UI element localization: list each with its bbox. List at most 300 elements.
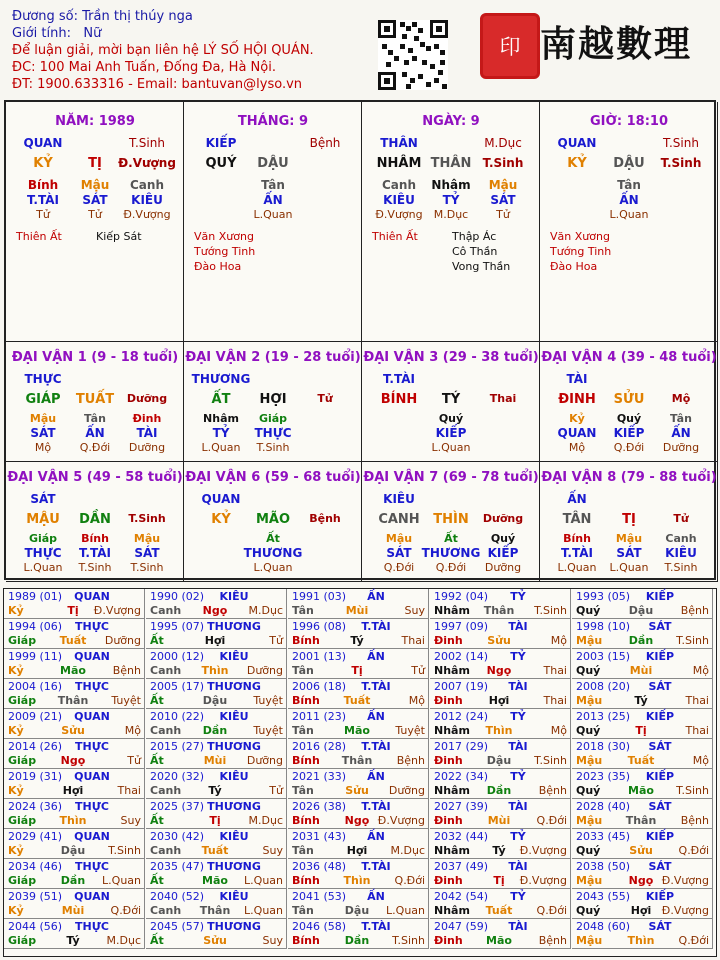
pillar-branch-state: Đ.Vượng — [118, 156, 176, 170]
year-branch: Dậu — [628, 604, 654, 617]
year-state: Q.Đới — [536, 814, 567, 827]
year-state: T.Sinh — [534, 754, 567, 767]
year-stem: Nhâm — [434, 604, 470, 617]
year-label: 2012 (24) — [434, 710, 489, 723]
hidden-stem: Tân — [617, 178, 641, 192]
year-branch: Dần — [486, 784, 512, 797]
year-stem: Canh — [150, 784, 182, 797]
seal-stamp-icon: 印 — [480, 13, 540, 79]
year-god: THƯƠNG — [207, 680, 261, 693]
year-cell — [146, 739, 287, 769]
year-branch: Tuất — [201, 844, 229, 857]
hidden-stem: Tân — [670, 412, 692, 425]
year-god: QUAN — [74, 830, 110, 843]
hidden-god: SÁT — [386, 546, 412, 560]
year-label: 2027 (39) — [434, 800, 489, 813]
hidden-god: SÁT — [82, 193, 108, 207]
hidden-state: T.Sinh — [130, 561, 164, 574]
year-branch: Ngọ — [60, 754, 86, 767]
dai-van-title: ĐẠI VẬN 8 (79 - 88 tuổi) — [541, 470, 717, 485]
year-stem: Đinh — [434, 634, 463, 647]
year-branch: Thân — [57, 694, 89, 707]
year-stem: Canh — [150, 664, 182, 677]
year-god: ẤN — [367, 770, 385, 783]
year-label: 2048 (60) — [576, 920, 631, 933]
year-label: 2002 (14) — [434, 650, 489, 663]
year-branch: Mùi — [629, 664, 653, 677]
hidden-stem: Mậu — [80, 178, 110, 192]
hidden-god: KIÊU — [665, 546, 697, 560]
year-god: T.TÀI — [361, 920, 391, 933]
year-cell — [4, 739, 145, 769]
year-stem: Ất — [150, 694, 164, 707]
year-state: T.Sinh — [676, 634, 709, 647]
hidden-state: L.Quan — [431, 441, 471, 454]
year-branch: Sửu — [345, 784, 369, 797]
year-cell — [4, 709, 145, 739]
star-left: Tướng Tinh — [550, 245, 612, 258]
dai-van-stem: MẬU — [26, 512, 60, 527]
year-cell — [430, 649, 571, 679]
year-cell — [430, 739, 571, 769]
hidden-god: SÁT — [616, 546, 642, 560]
star-left: Văn Xương — [550, 230, 610, 243]
hidden-god: ẤN — [619, 193, 639, 207]
pillar-stem: KỶ — [567, 156, 587, 171]
dai-van-god: TÀI — [566, 372, 588, 386]
year-cell — [146, 649, 287, 679]
year-branch: Hợi — [630, 904, 652, 917]
pillar-god: THÂN — [380, 136, 418, 150]
hidden-stem: Bính — [563, 532, 591, 545]
year-cell — [288, 649, 429, 679]
hidden-god: ẤN — [671, 426, 691, 440]
year-branch: Mùi — [203, 754, 227, 767]
year-god: THƯƠNG — [207, 920, 261, 933]
dai-van-5 — [6, 462, 184, 582]
year-label: 2000 (12) — [150, 650, 205, 663]
year-god: THỰC — [75, 920, 109, 933]
hidden-god: ẤN — [85, 426, 105, 440]
pillar-god: QUAN — [23, 136, 63, 150]
year-cell — [146, 679, 287, 709]
hidden-god: TỶ — [442, 193, 460, 207]
dai-van-branch: MÃO — [255, 512, 291, 527]
hidden-stem: Bính — [27, 178, 59, 192]
year-god: QUAN — [74, 650, 110, 663]
year-state: Mộ — [692, 664, 709, 677]
hidden-state: L.Quan — [557, 561, 597, 574]
year-branch: Dậu — [344, 904, 370, 917]
year-label: 2009 (21) — [8, 710, 63, 723]
year-label: 2040 (52) — [150, 890, 205, 903]
year-cell — [430, 919, 571, 949]
hidden-god: KIẾP — [613, 426, 645, 440]
year-label: 1999 (11) — [8, 650, 63, 663]
year-state: Đ.Vượng — [661, 874, 709, 887]
year-god: ẤN — [367, 590, 385, 603]
year-state: Bệnh — [396, 754, 425, 767]
year-state: Tử — [269, 784, 283, 797]
dai-van-7 — [362, 462, 540, 582]
year-cell — [4, 589, 145, 619]
contact-line-2: ĐC: 100 Mai Anh Tuấn, Đống Đa, Hà Nội. — [12, 60, 276, 75]
year-state: Tuyệt — [253, 724, 283, 737]
year-state: Mộ — [408, 694, 425, 707]
year-branch: Tuất — [59, 634, 87, 647]
hidden-state: T.Sinh — [664, 561, 698, 574]
dai-van-branch: TỊ — [622, 512, 636, 527]
year-branch: Hợi — [62, 784, 84, 797]
year-branch: Tị — [67, 604, 79, 617]
year-stem: Tân — [292, 844, 314, 857]
year-god: T.TÀI — [361, 680, 391, 693]
year-stem: Ất — [150, 634, 164, 647]
year-cell — [572, 739, 713, 769]
pillar-title: NĂM: 1989 — [55, 114, 135, 129]
year-cell — [572, 919, 713, 949]
year-cell — [288, 859, 429, 889]
year-stem: Tân — [292, 904, 314, 917]
year-label: 2034 (46) — [8, 860, 63, 873]
hidden-god: KIÊU — [383, 193, 415, 207]
year-branch: Sửu — [203, 934, 227, 947]
hidden-state: Q.Đới — [613, 441, 645, 454]
hidden-stem: Canh — [665, 532, 697, 545]
star-left: Tướng Tinh — [194, 245, 256, 258]
year-label: 2021 (33) — [292, 770, 347, 783]
header-info — [12, 8, 314, 93]
year-label: 1990 (02) — [150, 590, 205, 603]
year-state: T.Sinh — [108, 844, 141, 857]
year-branch: Tị — [635, 724, 647, 737]
year-cell — [146, 859, 287, 889]
year-stem: Giáp — [8, 634, 37, 647]
pillar-branch: TỊ — [88, 156, 102, 171]
year-label: 2039 (51) — [8, 890, 63, 903]
hidden-state: Tử — [88, 208, 102, 221]
pillar-title: THÁNG: 9 — [237, 114, 309, 129]
year-god: SÁT — [648, 860, 672, 873]
year-god: KIẾP — [645, 890, 675, 903]
year-branch: Sửu — [61, 724, 85, 737]
star-right: Cô Thần — [452, 245, 498, 258]
gender-label: Giới tính: — [12, 26, 71, 41]
year-state: Đ.Vượng — [377, 814, 425, 827]
qr-code-icon — [378, 20, 448, 90]
year-stem: Tân — [292, 664, 314, 677]
year-stem: Tân — [292, 604, 314, 617]
year-god: THƯƠNG — [207, 620, 261, 633]
year-cell — [572, 589, 713, 619]
dai-van-branch: DẦN — [79, 512, 111, 527]
year-state: Mộ — [550, 724, 567, 737]
year-stem: Nhâm — [434, 844, 470, 857]
year-cell — [288, 619, 429, 649]
hidden-stem: Tân — [84, 412, 106, 425]
hidden-god: T.TÀI — [79, 546, 111, 560]
hidden-stem: Nhâm — [203, 412, 239, 425]
year-stem: Quý — [576, 784, 601, 797]
year-label: 2036 (48) — [292, 860, 347, 873]
dai-van-god: T.TÀI — [383, 372, 415, 386]
year-god: TÀI — [508, 920, 528, 933]
year-state: Tử — [269, 634, 283, 647]
dai-van-state: Mộ — [671, 392, 691, 405]
year-god: SÁT — [648, 920, 672, 933]
year-branch: Hợi — [488, 694, 510, 707]
year-cell — [572, 769, 713, 799]
year-state: M.Dục — [248, 814, 283, 827]
hidden-state: L.Quan — [201, 441, 241, 454]
year-label: 2022 (34) — [434, 770, 489, 783]
year-label: 2001 (13) — [292, 650, 347, 663]
year-god: THỰC — [75, 860, 109, 873]
year-stem: Quý — [576, 904, 601, 917]
year-label: 2019 (31) — [8, 770, 63, 783]
year-cell — [4, 889, 145, 919]
dai-van-stem: TÂN — [562, 512, 592, 527]
contact-line-1: Để luận giải, mời bạn liên hệ LÝ SỐ HỘI QUÁN. — [12, 43, 314, 58]
year-god: KIÊU — [219, 770, 249, 783]
year-branch: Mão — [486, 934, 512, 947]
year-branch: Tuất — [627, 754, 655, 767]
hidden-stem: Mậu — [29, 412, 57, 425]
hidden-stem: Quý — [490, 532, 516, 545]
hidden-god: THƯƠNG — [421, 546, 481, 560]
pillar-branch-state: T.Sinh — [660, 156, 702, 170]
year-branch: Dần — [344, 934, 370, 947]
dai-van-title: ĐẠI VẬN 5 (49 - 58 tuổi) — [7, 470, 183, 485]
pillar-god: QUAN — [557, 136, 597, 150]
year-cell — [430, 799, 571, 829]
hidden-state: Đ.Vượng — [375, 208, 423, 221]
year-cell — [572, 679, 713, 709]
dai-van-2 — [184, 342, 362, 462]
year-god: T.TÀI — [361, 740, 391, 753]
dai-van-state: Tử — [673, 512, 689, 525]
contact-line-3: ĐT: 1900.633316 - Email: bantuvan@lyso.vn — [12, 77, 303, 92]
hidden-stem: Bính — [81, 532, 109, 545]
dai-van-god: THƯƠNG — [191, 372, 251, 386]
star-left: Thiên Ất — [372, 230, 418, 243]
year-stem: Nhâm — [434, 904, 470, 917]
year-state: L.Quan — [386, 904, 425, 917]
dai-van-stem: GIÁP — [25, 392, 61, 407]
year-branch: Ngọ — [344, 814, 370, 827]
year-branch: Mùi — [487, 814, 511, 827]
year-label: 1993 (05) — [576, 590, 631, 603]
pillar-stage: Bệnh — [309, 136, 341, 150]
year-branch: Mão — [60, 664, 86, 677]
year-label: 2043 (55) — [576, 890, 631, 903]
year-cell — [146, 709, 287, 739]
year-label: 1996 (08) — [292, 620, 347, 633]
star-left: Thiên Ất — [16, 230, 62, 243]
hidden-stem: Mậu — [615, 532, 643, 545]
dai-van-3 — [362, 342, 540, 462]
year-branch: Mùi — [345, 604, 369, 617]
year-state: Tuyệt — [111, 694, 141, 707]
year-label: 1995 (07) — [150, 620, 205, 633]
year-label: 2030 (42) — [150, 830, 205, 843]
year-branch: Tị — [351, 664, 363, 677]
year-state: Mộ — [124, 724, 141, 737]
year-state: Thai — [401, 634, 425, 647]
hidden-god: T.TÀI — [561, 546, 593, 560]
year-stem: Kỷ — [8, 844, 24, 857]
year-god: SÁT — [648, 740, 672, 753]
dai-van-state: Thai — [489, 392, 517, 405]
year-cell — [288, 829, 429, 859]
year-branch: Mão — [628, 784, 654, 797]
pillar-title: GIỜ: 18:10 — [590, 114, 668, 129]
pillar-title: NGÀY: 9 — [422, 114, 480, 129]
hidden-god: THỰC — [254, 426, 292, 440]
year-branch: Tý — [66, 934, 80, 947]
year-label: 2020 (32) — [150, 770, 205, 783]
year-state: Q.Đới — [394, 874, 425, 887]
year-god: SÁT — [648, 620, 672, 633]
year-state: Q.Đới — [678, 934, 709, 947]
year-god: TỶ — [510, 710, 526, 723]
year-stem: Mậu — [576, 814, 603, 827]
dai-van-stem: CANH — [378, 512, 420, 527]
hidden-state: Mộ — [34, 441, 52, 454]
year-branch: Sửu — [629, 844, 653, 857]
hidden-stem: Quý — [616, 412, 642, 425]
year-state: Q.Đới — [110, 904, 141, 917]
dai-van-stem: BÍNH — [380, 392, 418, 407]
year-cell — [572, 709, 713, 739]
year-stem: Giáp — [8, 754, 37, 767]
year-branch: Tý — [350, 634, 364, 647]
year-cell — [4, 799, 145, 829]
year-stem: Giáp — [8, 814, 37, 827]
year-cell — [572, 889, 713, 919]
pillar-stem: NHÂM — [376, 156, 422, 171]
dai-van-stem: ĐINH — [558, 392, 596, 407]
hidden-state: L.Quan — [609, 561, 649, 574]
dai-van-title: ĐẠI VẬN 2 (19 - 28 tuổi) — [185, 350, 361, 365]
year-stem: Quý — [576, 604, 601, 617]
pillar-1 — [184, 102, 362, 342]
year-cell — [430, 889, 571, 919]
hidden-stem: Mậu — [385, 532, 413, 545]
hidden-state: L.Quan — [253, 561, 293, 574]
year-stem: Đinh — [434, 814, 463, 827]
star-left: Văn Xương — [194, 230, 254, 243]
year-stem: Đinh — [434, 754, 463, 767]
year-label: 2004 (16) — [8, 680, 63, 693]
year-cell — [146, 589, 287, 619]
year-god: ẤN — [367, 830, 385, 843]
year-label: 2046 (58) — [292, 920, 347, 933]
dai-van-6 — [184, 462, 362, 582]
hidden-state: Dưỡng — [662, 441, 700, 454]
hidden-stem: Canh — [382, 178, 416, 192]
star-right: Vong Thần — [452, 260, 511, 273]
hidden-god: ẤN — [263, 193, 283, 207]
dai-van-title: ĐẠI VẬN 6 (59 - 68 tuổi) — [185, 470, 361, 485]
hidden-state: Đ.Vượng — [123, 208, 171, 221]
year-state: Q.Đới — [678, 844, 709, 857]
year-label: 2010 (22) — [150, 710, 205, 723]
year-cell — [288, 799, 429, 829]
year-god: TÀI — [508, 680, 528, 693]
year-label: 2044 (56) — [8, 920, 63, 933]
year-cell — [288, 919, 429, 949]
year-stem: Quý — [576, 664, 601, 677]
year-god: QUAN — [74, 590, 110, 603]
year-state: Dưỡng — [104, 634, 141, 647]
year-label: 2011 (23) — [292, 710, 347, 723]
year-label: 2045 (57) — [150, 920, 205, 933]
dai-van-1 — [6, 342, 184, 462]
year-branch: Tị — [493, 874, 505, 887]
pillar-branch: DẬU — [257, 156, 289, 171]
hidden-god: TÀI — [136, 426, 158, 440]
pillar-stage: M.Dục — [484, 136, 522, 150]
dai-van-god: SÁT — [30, 492, 56, 506]
hidden-stem: Giáp — [258, 412, 288, 425]
year-label: 2033 (45) — [576, 830, 631, 843]
year-god: THỰC — [75, 620, 109, 633]
dai-van-god: KIÊU — [383, 492, 415, 506]
year-branch: Ngọ — [202, 604, 228, 617]
year-cell — [146, 919, 287, 949]
year-state: Đ.Vượng — [93, 604, 141, 617]
year-cell — [430, 679, 571, 709]
year-state: Tuyệt — [395, 724, 425, 737]
year-state: M.Dục — [106, 934, 141, 947]
year-stem: Kỷ — [8, 724, 24, 737]
dai-van-branch: THÌN — [433, 512, 469, 527]
year-god: T.TÀI — [361, 620, 391, 633]
year-state: Thai — [543, 664, 567, 677]
year-stem: Nhâm — [434, 664, 470, 677]
year-stem: Đinh — [434, 934, 463, 947]
year-branch: Thân — [341, 754, 373, 767]
hidden-state: M.Dục — [433, 208, 469, 221]
year-label: 2018 (30) — [576, 740, 631, 753]
hidden-god: QUAN — [557, 426, 597, 440]
year-stem: Mậu — [576, 874, 603, 887]
year-branch: Dậu — [486, 754, 512, 767]
year-branch: Mão — [344, 724, 370, 737]
dai-van-state: Dưỡng — [482, 512, 524, 525]
year-god: TÀI — [508, 740, 528, 753]
year-label: 2026 (38) — [292, 800, 347, 813]
year-cell — [4, 859, 145, 889]
year-cell — [430, 709, 571, 739]
star-left: Đào Hoa — [194, 260, 242, 273]
year-branch: Tý — [208, 784, 222, 797]
year-cell — [572, 859, 713, 889]
dai-van-state: Bệnh — [309, 512, 341, 525]
year-stem: Mậu — [576, 634, 603, 647]
year-state: L.Quan — [244, 874, 283, 887]
year-state: Đ.Vượng — [519, 874, 567, 887]
year-stem: Bính — [292, 634, 320, 647]
year-label: 2037 (49) — [434, 860, 489, 873]
year-stem: Canh — [150, 604, 182, 617]
year-branch: Thân — [625, 814, 657, 827]
hidden-stem: Ất — [444, 532, 458, 545]
year-god: TÀI — [508, 800, 528, 813]
year-branch: Mão — [202, 874, 228, 887]
dai-van-stem: KỶ — [211, 512, 231, 527]
